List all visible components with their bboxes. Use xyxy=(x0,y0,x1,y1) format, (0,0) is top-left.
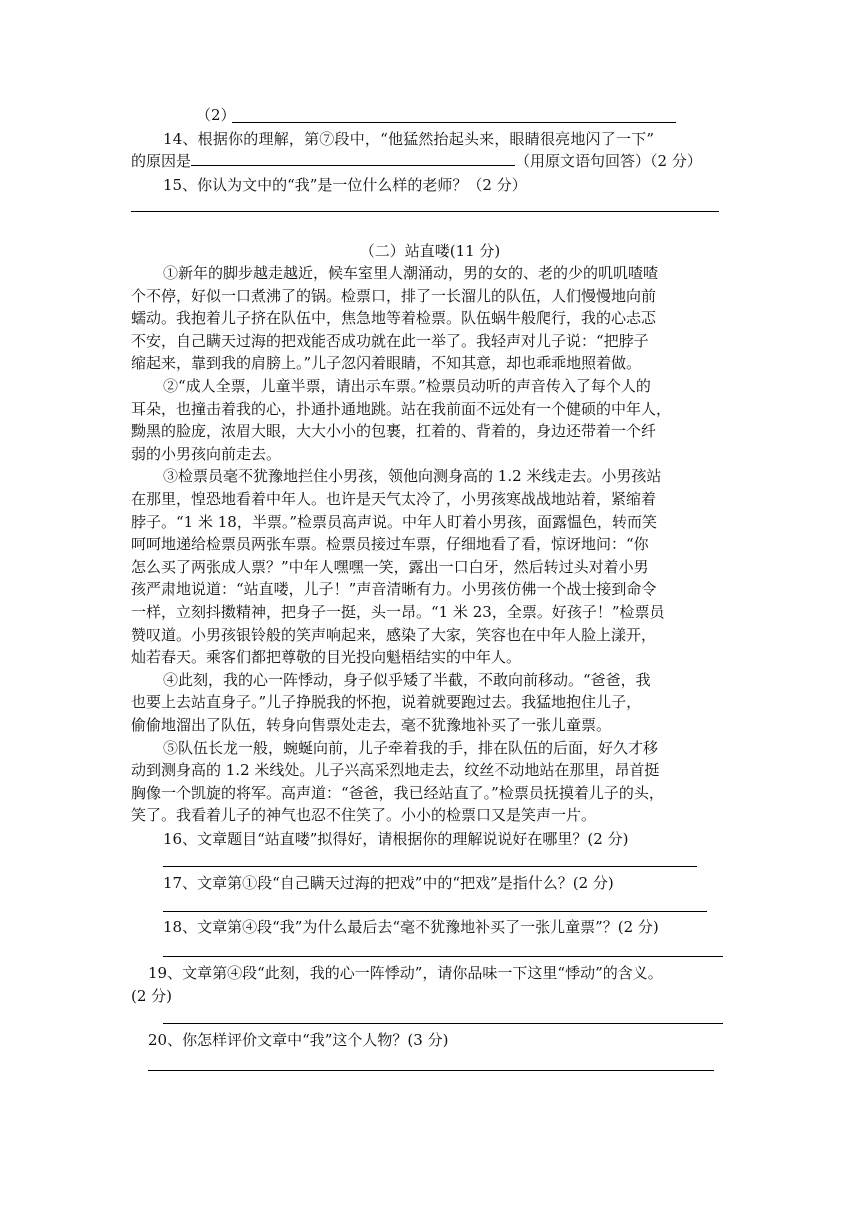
article-line: 偷偷地溜出了队伍，转身向售票处走去，毫不犹豫地补买了一张儿童票。 xyxy=(131,716,612,734)
q14-suffix: （用原文语句回答）（2 分） xyxy=(515,152,702,170)
article-line: 动到测身高的 1.2 米线处。儿子兴高采烈地走去，纹丝不动地站在那里，昂首挺 xyxy=(131,761,660,780)
article-line: ③检票员毫不犹豫地拦住小男孩，领他向测身高的 1.2 米线走去。小男孩站 xyxy=(163,467,662,486)
article-line: 孩严肃地说道：“站直喽，儿子！”声音清晰有力。小男孩仿佛一个战士接到命令 xyxy=(131,580,657,599)
article-line: ②“成人全票，儿童半票，请出示车票。”检票员动听的声音传入了每个人的 xyxy=(163,377,651,395)
q13-answer-line[interactable] xyxy=(232,122,676,123)
q17-answer-line[interactable] xyxy=(163,911,707,912)
article-line: 个不停，好似一口煮沸了的锅。检票口，排了一长溜儿的队伍，人们慢慢地向前 xyxy=(131,286,657,305)
q19-line2: (2 分) xyxy=(131,987,173,1005)
article-line: ④此刻，我的心一阵悸动，身子似乎矮了半截，不敢向前移动。“爸爸，我 xyxy=(163,670,651,689)
q14-answer-line[interactable] xyxy=(191,151,515,166)
q18-answer-line[interactable] xyxy=(163,956,723,957)
q16-answer-line[interactable] xyxy=(163,866,697,867)
article-line: 黝黑的脸庞，浓眉大眼，大大小小的包裹，扛着的、背着的，身边还带着一个纤 xyxy=(131,422,657,441)
article-line: 呵呵地递给检票员两张车票。检票员接过车票，仔细地看了看，惊讶地问：“你 xyxy=(131,535,649,554)
article-line: 胸像一个凯旋的将军。高声道：“爸爸，我已经站直了。”检票员抚摸着儿子的头， xyxy=(131,783,664,802)
article-line: ⑤队伍长龙一般，蜿蜒向前，儿子牵着我的手，排在队伍的后面，好久才移 xyxy=(163,738,659,757)
article-line: 笑了。我看着儿子的神气也忍不住笑了。小小的检票口又是笑声一片。 xyxy=(131,806,597,825)
article-line: 也要上去站直身子。”儿子挣脱我的怀抱，说着就要跑过去。我猛地抱住儿子， xyxy=(131,693,642,712)
q14-prefix: 的原因是 xyxy=(131,152,192,170)
q15: 15、你认为文中的“我”是一位什么样的老师？（2 分） xyxy=(163,176,527,194)
q19-answer-line[interactable] xyxy=(163,1023,723,1024)
article-line: 弱的小男孩向前走去。 xyxy=(131,444,282,463)
q20: 20、你怎样评价文章中“我”这个人物？(3 分) xyxy=(148,1031,449,1049)
article-line: 怎么买了两张成人票？”中年人嘿嘿一笑，露出一口白牙，然后转过头对着小男 xyxy=(131,557,649,576)
article-line: 缩起来，靠到我的肩膀上。”儿子忽闪着眼睛，不知其意，却也乖乖地照着做。 xyxy=(131,354,642,373)
q20-answer-line[interactable] xyxy=(148,1070,714,1071)
q13-part2-label: （2） xyxy=(196,106,236,124)
article-line: 脖子。“1 米 18，半票。”检票员高声说。中年人盯着小男孩，面露愠色，转而笑 xyxy=(131,512,658,531)
article-line: 在那里，惶恐地看着中年人。也许是天气太冷了，小男孩寒战战地站着，紧缩着 xyxy=(131,490,657,508)
q14-line1: 14、根据你的理解，第⑦段中，“他猛然抬起头来，眼睛很亮地闪了一下” xyxy=(163,130,655,148)
article-line: 不安，自己瞒天过海的把戏能否成功就在此一举了。我轻声对儿子说：“把脖子 xyxy=(131,331,649,350)
q14-line2 xyxy=(131,150,702,172)
section-title: （二）站直喽(11 分) xyxy=(359,242,501,260)
q17: 17、文章第①段“自己瞒天过海的把戏”中的“把戏”是指什么？(2 分) xyxy=(163,874,614,892)
q19-line1: 19、文章第④段“此刻，我的心一阵悸动”，请你品味一下这里“悸动”的含义。 xyxy=(148,964,663,982)
q13-part2 xyxy=(196,104,236,126)
article-line: 蠕动。我抱着儿子挤在队伍中，焦急地等着检票。队伍蜗牛般爬行，我的心忐忑 xyxy=(131,309,657,328)
q16: 16、文章题目“站直喽”拟得好，请根据你的理解说说好在哪里？(2 分) xyxy=(163,830,629,848)
article-line: 灿若春天。乘客们都把尊敬的目光投向魁梧结实的中年人。 xyxy=(131,648,522,667)
article-line: ①新年的脚步越走越近，候车室里人潮涌动，男的女的、老的少的叽叽喳喳 xyxy=(163,264,659,282)
article-line: 耳朵，也撞击着我的心，扑通扑通地跳。站在我前面不远处有一个健硕的中年人， xyxy=(131,399,672,418)
q15-answer-line[interactable] xyxy=(131,211,719,212)
article-line: 一样，立刻抖擞精神，把身子一挺，头一昂。“1 米 23，全票。好孩子！”检票员 xyxy=(131,603,665,621)
q18: 18、文章第④段“我”为什么最后去“毫不犹豫地补买了一张儿童票”？(2 分) xyxy=(163,918,659,936)
article-line: 赞叹道。小男孩银铃般的笑声响起来，感染了大家，笑容也在中年人脸上漾开， xyxy=(131,625,657,644)
